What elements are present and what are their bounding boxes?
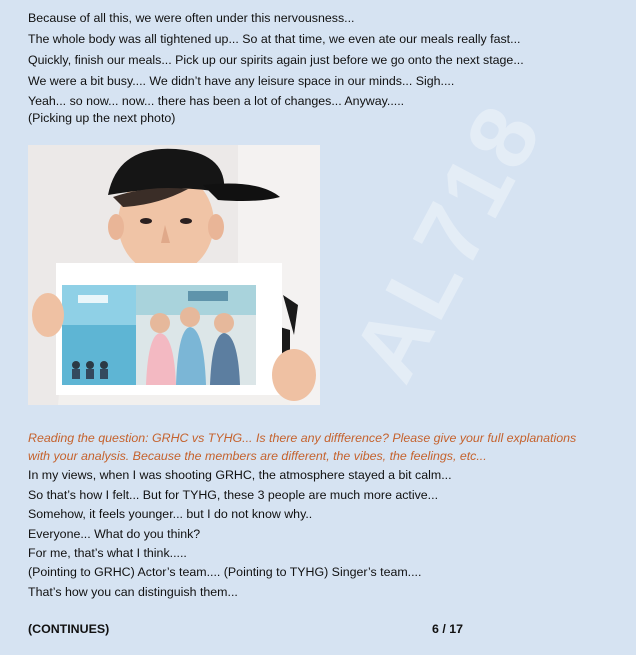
text-line: Somehow, it feels younger... but I do not know why.. xyxy=(28,507,313,521)
text-line: So that’s how I felt... But for TYHG, these 3 people are much more active... xyxy=(28,488,439,502)
text-line: We were a bit busy.... We didn’t have any leisure space in our minds... Sigh.... xyxy=(28,74,455,88)
question-line: Reading the question: GRHC vs TYHG... Is there any diffference? Please give your full explanations xyxy=(28,431,577,445)
text-line: Because of all this, we were often under this nervousness... xyxy=(28,11,355,25)
text-line: Everyone... What do you think? xyxy=(28,527,201,541)
continues-label: (CONTINUES) xyxy=(28,622,110,636)
text-line: (Picking up the next photo) xyxy=(28,111,176,125)
text-line: That’s how you can distinguish them... xyxy=(28,585,238,599)
photo-person-holding-poster xyxy=(28,145,320,405)
page-number: 6 / 17 xyxy=(432,622,464,636)
text-line: Quickly, finish our meals... Pick up our spirits again just before we go onto the next stage... xyxy=(28,53,524,67)
text-line: For me, that’s what I think..... xyxy=(28,546,187,560)
text-line: In my views, when I was shooting GRHC, the atmosphere stayed a bit calm... xyxy=(28,468,452,482)
text-line: (Pointing to GRHC) Actor’s team.... (Pointing to TYHG) Singer’s team.... xyxy=(28,565,422,579)
text-line: Yeah... so now... now... there has been a lot of changes... Anyway..... xyxy=(28,94,405,108)
watermark-text: AL718 xyxy=(333,87,563,397)
text-line: The whole body was all tightened up... So at that time, we even ate our meals really fast... xyxy=(28,32,521,46)
photo-illustration xyxy=(28,145,320,405)
question-line: with your analysis. Because the members are different, the vibes, the feelings, etc... xyxy=(28,449,487,463)
